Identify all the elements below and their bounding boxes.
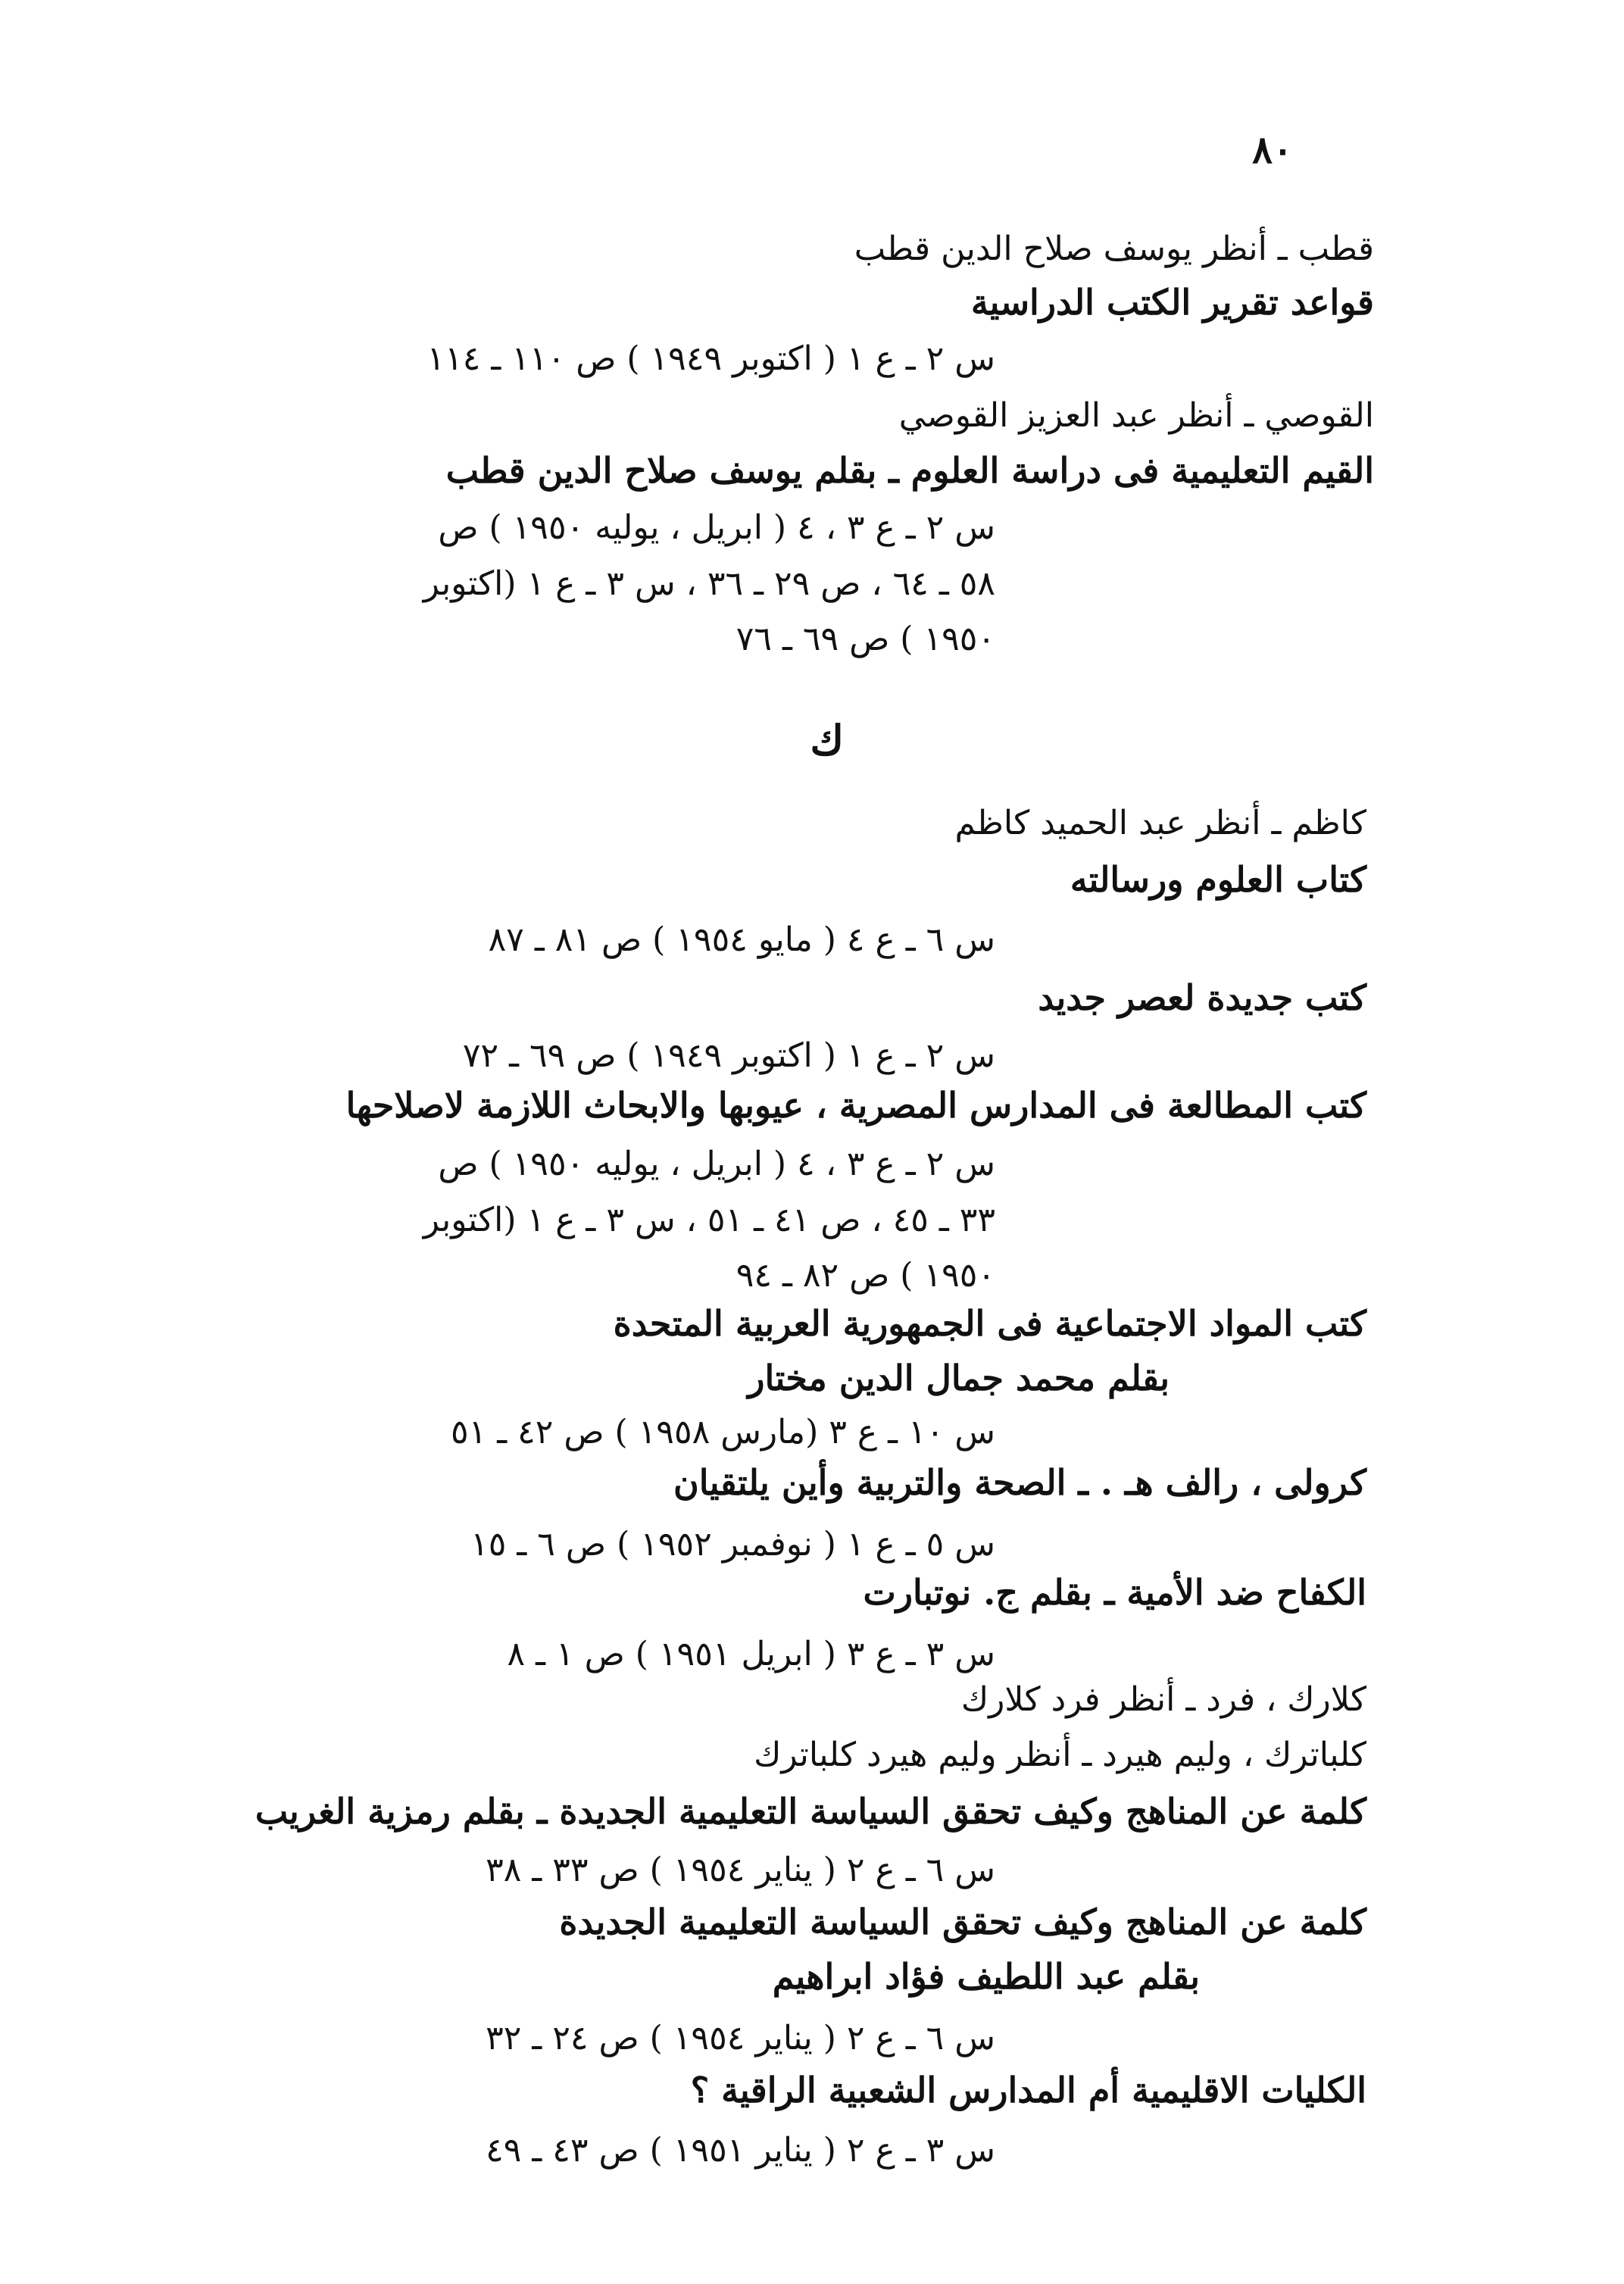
index-entry-reference: كلباترك ، وليم هيرد ـ أنظر وليم هيرد كلباترك (754, 1736, 1366, 1774)
index-entry-title: كتب المطالعة فى المدارس المصرية ، عيوبها والابحاث اللازمة لاصلاحها (345, 1085, 1366, 1126)
index-entry-citation: س ٥ ـ ع ١ ( نوفمبر ١٩٥٢ ) ص ٦ ـ ١٥ (470, 1525, 995, 1564)
index-entry-title: كتب جديدة لعصر جديد (1038, 977, 1366, 1018)
index-entry-citation: س ٦ ـ ع ٢ ( يناير ١٩٥٤ ) ص ٣٣ ـ ٣٨ (486, 1851, 995, 1889)
index-entry-reference: قطب ـ أنظر يوسف صلاح الدين قطب (854, 230, 1374, 268)
index-entry-citation: س ٢ ـ ع ٣ ، ٤ ( ابريل ، يوليه ١٩٥٠ ) ص (438, 508, 995, 547)
index-entry-citation: س ١٠ ـ ع ٣ (مارس ١٩٥٨ ) ص ٤٢ ـ ٥١ (450, 1413, 995, 1451)
index-entry-title: قواعد تقرير الكتب الدراسية (970, 282, 1374, 323)
index-entry-citation: س ٣ ـ ع ٢ ( يناير ١٩٥١ ) ص ٤٣ ـ ٤٩ (486, 2131, 995, 2170)
index-entry-citation: س ٢ ـ ع ٣ ، ٤ ( ابريل ، يوليه ١٩٥٠ ) ص (438, 1145, 995, 1183)
page-number: ٨٠ (1252, 127, 1293, 172)
index-entry-title: كلمة عن المناهج وكيف تحقق السياسة التعليمية الجديدة (559, 1901, 1366, 1942)
index-entry-title: الكليات الاقليمية أم المدارس الشعبية الراقية ؟ (690, 2070, 1366, 2111)
index-entry-citation: س ٦ ـ ع ٢ ( يناير ١٩٥٤ ) ص ٢٤ ـ ٣٢ (486, 2019, 995, 2057)
index-entry-citation: ٣٣ ـ ٤٥ ، ص ٤١ ـ ٥١ ، س ٣ ـ ع ١ (اكتوبر (423, 1201, 995, 1239)
index-entry-author: بقلم محمد جمال الدين مختار (748, 1358, 1170, 1398)
index-entry-title: القيم التعليمية فى دراسة العلوم ـ بقلم يوسف صلاح الدين قطب (445, 450, 1374, 491)
index-entry-title: الكفاح ضد الأمية ـ بقلم ج. نوتبارت (863, 1572, 1366, 1613)
index-entry-citation: س ٢ ـ ع ١ ( اكتوبر ١٩٤٩ ) ص ٦٩ ـ ٧٢ (462, 1036, 995, 1075)
index-entry-title: كلمة عن المناهج وكيف تحقق السياسة التعليمية الجديدة ـ بقلم رمزية الغريب (255, 1791, 1366, 1832)
index-entry-author: بقلم عبد اللطيف فؤاد ابراهيم (772, 1956, 1200, 1997)
index-entry-title: كتب المواد الاجتماعية فى الجمهورية العربية المتحدة (613, 1303, 1366, 1344)
section-letter: ك (810, 716, 844, 764)
index-entry-citation: ١٩٥٠ ) ص ٦٩ ـ ٧٦ (735, 620, 995, 658)
index-entry-title: كتاب العلوم ورسالته (1070, 859, 1366, 900)
index-entry-reference: القوصي ـ أنظر عبد العزيز القوصي (898, 396, 1374, 435)
index-entry-reference: كلارك ، فرد ـ أنظر فرد كلارك (960, 1680, 1366, 1719)
index-entry-citation: ١٩٥٠ ) ص ٨٢ ـ ٩٤ (735, 1256, 995, 1295)
index-entry-citation: س ٦ ـ ع ٤ ( مايو ١٩٥٤ ) ص ٨١ ـ ٨٧ (488, 920, 995, 959)
index-entry-citation: س ٣ ـ ع ٣ ( ابريل ١٩٥١ ) ص ١ ـ ٨ (507, 1635, 995, 1673)
index-entry-citation: ٥٨ ـ ٦٤ ، ص ٢٩ ـ ٣٦ ، س ٣ ـ ع ١ (اكتوبر (423, 564, 995, 603)
index-entry-reference: كاظم ـ أنظر عبد الحميد كاظم (954, 804, 1366, 842)
index-entry-title: كرولى ، رالف هـ . ـ الصحة والتربية وأين يلتقيان (673, 1462, 1366, 1503)
index-entry-citation: س ٢ ـ ع ١ ( اكتوبر ١٩٤٩ ) ص ١١٠ ـ ١١٤ (426, 339, 995, 378)
